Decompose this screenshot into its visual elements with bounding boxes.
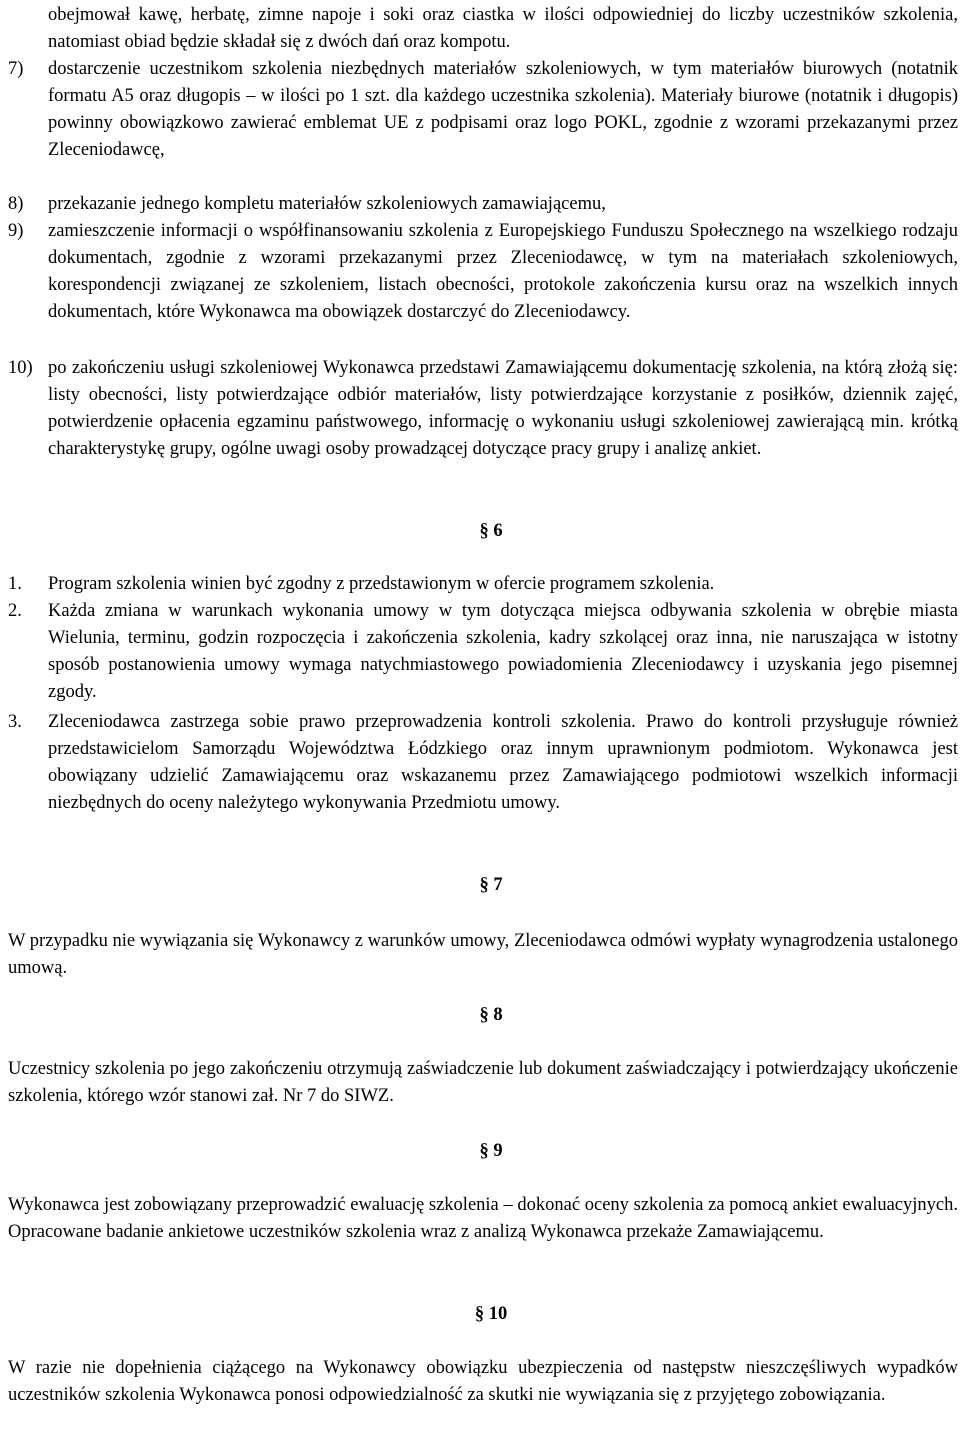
list-item-text: Program szkolenia winien być zgodny z przedstawionym w ofercie programem szkolenia. (48, 574, 715, 594)
section-8-text: Uczestnicy szkolenia po jego zakończeniu otrzymują zaświadczenie lub dokument zaświadczający i potwierdzający ukończenie szkolenia, którego wzór stanowi zał. Nr 7 do SIWZ. (8, 1059, 958, 1106)
section-number: 7 (493, 875, 503, 895)
list-item-6-2 (8, 598, 958, 706)
section-heading-6 (0, 518, 960, 545)
list-item-number: 2. (8, 601, 22, 621)
list-item-text: przekazanie jednego kompletu materiałów szkoleniowych zamawiającemu, (48, 194, 606, 214)
list-item-text: Zleceniodawca zastrzega sobie prawo przeprowadzenia kontroli szkolenia. Prawo do kontroli przysługuje również przedstawicielom Samorządu Województwa Łódzkiego oraz innym uprawnionym podmiotom. Wykonawca jest obowiązany udzielić Zamawiającemu oraz wskazanemu przez Zamawiającego podmiotowi wszelkich informacji niezbędnych do oceny należytego wykonywania Przedmiotu umowy. (48, 712, 958, 813)
section-9-text: Wykonawca jest zobowiązany przeprowadzić ewaluację szkolenia – dokonać oceny szkolenia za pomocą ankiet ewaluacyjnych. Opracowane badanie ankietowe uczestników szkolenia wraz z analizą Wykonawca przekaże Zamawiającemu. (8, 1195, 958, 1242)
list-item-8 (8, 191, 958, 218)
list-item-number: 1. (8, 574, 22, 594)
list-item-9 (8, 218, 958, 326)
list-item-number: 10) (8, 358, 33, 378)
list-item-text: zamieszczenie informacji o współfinansowaniu szkolenia z Europejskiego Funduszu Społecznego na wszelkiego rodzaju dokumentach, zgodnie z wzorami przekazanymi przez Zleceniodawcę, w tym na materiałach szkoleniowych, korespondencji związanej ze szkoleniem, listach obecności, protokole zakończenia kursu oraz na wszelkich innych dokumentach, które Wykonawca ma obowiązek dostarczyć do Zleceniodawcy. (48, 221, 958, 322)
section-sign: § (474, 1304, 485, 1324)
section-heading-7 (0, 872, 960, 899)
continuation-text: obejmował kawę, herbatę, zimne napoje i soki oraz ciastka w ilości odpowiedniej do liczby uczestników szkolenia, natomiast obiad będzie składał się z dwóch dań oraz kompotu. (48, 5, 958, 52)
section-heading-10 (0, 1301, 960, 1328)
list-item-6-1 (8, 571, 958, 598)
section-sign: § (479, 1141, 489, 1161)
list-item-text: po zakończeniu usługi szkoleniowej Wykonawca przedstawi Zamawiającemu dokumentację szkolenia, na którą złożą się: listy obecności, listy potwierdzające odbiór materiałów, listy potwierdzające korzystanie z posiłków, dziennik zajęć, potwierdzenie opłacenia egzaminu państwowego, informację o wykonaniu usługi szkoleniowej zawierającą min. krótką charakterystykę grupy, ogólne uwagi osoby prowadzącej dotyczące pracy grupy i analizę ankiet. (48, 358, 958, 459)
section-number: 10 (488, 1304, 508, 1324)
section-sign: § (479, 1005, 489, 1025)
list-item-6-3 (8, 709, 958, 817)
list-item-number: 3. (8, 712, 22, 732)
list-item-number: 9) (8, 221, 24, 241)
list-item-10 (8, 355, 958, 463)
section-sign: § (479, 521, 489, 541)
section-heading-8 (0, 1002, 960, 1029)
section-7-text: W przypadku nie wywiązania się Wykonawcy z warunków umowy, Zleceniodawca odmówi wypłaty wynagrodzenia ustalonego umową. (8, 931, 958, 978)
section-heading-9 (0, 1138, 960, 1165)
list-item-text: Każda zmiana w warunkach wykonania umowy w tym dotycząca miejsca odbywania szkolenia w obrębie miasta Wielunia, terminu, godzin rozpoczęcia i zakończenia szkolenia, kadry szkolącej oraz inna, nie naruszająca w istotny sposób postanowienia umowy wymaga natychmiastowego powiadomienia Zleceniodawcy i uzyskania jego pisemnej zgody. (48, 601, 958, 702)
list-item-text: dostarczenie uczestnikom szkolenia niezbędnych materiałów szkoleniowych, w tym materiałów biurowych (notatnik formatu A5 oraz długopis – w ilości po 1 szt. dla każdego uczestnika szkolenia). Materiały biurowe (notatnik i długopis) powinny obowiązkowo zawierać emblemat UE z podpisami oraz logo POKL, zgodnie z wzorami przekazanymi przez Zleceniodawcę, (48, 59, 958, 160)
section-number: 9 (493, 1141, 503, 1161)
section-number: 8 (493, 1005, 503, 1025)
list-item-number: 7) (8, 59, 24, 79)
section-number: 6 (493, 521, 503, 541)
section-10-text: W razie nie dopełnienia ciążącego na Wykonawcy obowiązku ubezpieczenia od następstw nieszczęśliwych wypadków uczestników szkolenia Wykonawca ponosi odpowiedzialność za skutki nie wywiązania się z przyjętego zobowiązania. (8, 1358, 958, 1405)
list-item-number: 8) (8, 194, 24, 214)
section-sign: § (479, 875, 489, 895)
list-item-7 (8, 56, 958, 164)
